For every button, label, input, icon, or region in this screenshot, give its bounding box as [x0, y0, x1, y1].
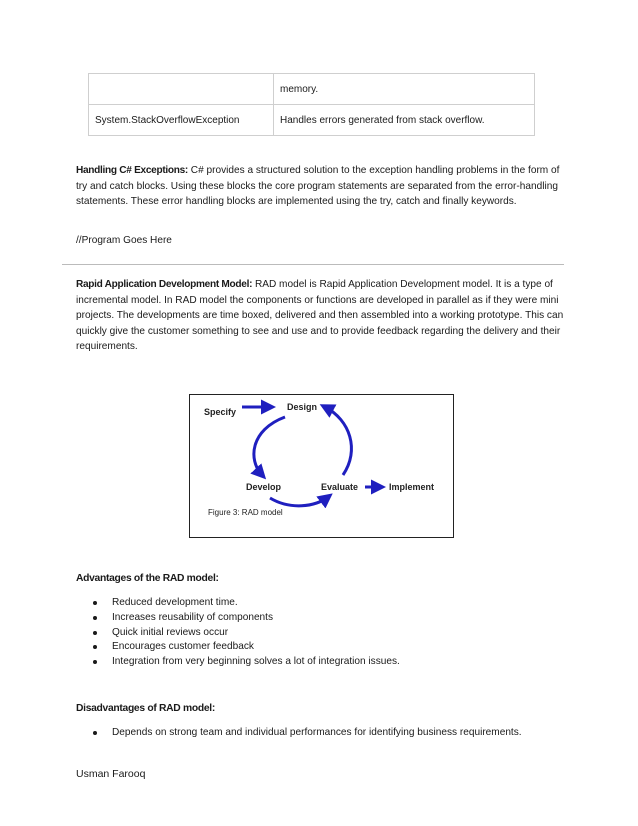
- rad-text: RAD model is Rapid Application Development model. It is a type of incremental model. In RAD model the components or functions are developed in parallel as if they were mini projects. The developments are time boxed, delivered and then assembled into a working prototype. This can quickly give the customer something to see and use and to provide feedback regarding the delivery and their requirements.: [76, 279, 564, 353]
- bullet-icon: [93, 660, 97, 664]
- table-cell-description: Handles errors generated from stack overflow.: [274, 105, 535, 136]
- list-item: [76, 655, 400, 670]
- table-cell-exception: [89, 74, 274, 105]
- advantages-heading: Advantages of the RAD model:: [76, 573, 219, 584]
- program-placeholder: //Program Goes Here: [76, 235, 172, 246]
- figure-caption: Figure 3: RAD model: [208, 508, 283, 517]
- rad-heading: Rapid Application Development Model:: [76, 279, 253, 290]
- list-item-text: Reduced development time.: [112, 597, 238, 608]
- design-label: Design: [287, 402, 318, 412]
- evaluate-label: Evaluate: [321, 482, 359, 492]
- specify-label: Specify: [204, 407, 237, 417]
- design-to-develop-arrow: [254, 417, 285, 475]
- list-item-text: Increases reusability of components: [112, 611, 274, 623]
- table-cell-exception: System.StackOverflowException: [89, 105, 274, 136]
- list-item-text: Quick initial reviews occur: [112, 626, 229, 638]
- handling-paragraph: [76, 163, 564, 210]
- table-row: [89, 74, 535, 105]
- list-item: [76, 596, 400, 611]
- develop-to-evaluate-arrow: [270, 497, 328, 506]
- disadvantages-heading: Disadvantages of RAD model:: [76, 703, 215, 714]
- list-item-text: Encourages customer feedback: [112, 641, 254, 653]
- list-item: [76, 626, 400, 641]
- handling-heading: Handling C# Exceptions:: [76, 165, 188, 176]
- list-item-text: Depends on strong team and individual performances for identifying business requirements.: [112, 727, 522, 738]
- rad-paragraph: [76, 277, 564, 355]
- handling-text: C# provides a structured solution to the exception handling problems in the form of try and catch blocks. Using these blocks the core program statements are separated from the error-handling statements. These error handling blocks are implemented using the try, catch and finally keywords.: [76, 165, 560, 208]
- implement-label: Implement: [389, 482, 435, 492]
- list-item: [76, 611, 400, 626]
- bullet-icon: [93, 616, 97, 620]
- exception-table: [88, 73, 535, 136]
- horizontal-divider: [62, 264, 564, 265]
- develop-label: Develop: [246, 482, 282, 492]
- advantages-list: [76, 596, 400, 670]
- list-item-text: Integration from very beginning solves a lot of integration issues.: [112, 656, 400, 668]
- list-item: [76, 640, 400, 655]
- footer-author: Usman Farooq: [76, 768, 146, 780]
- disadvantages-list: [76, 726, 522, 741]
- table-cell-description: memory.: [274, 74, 535, 105]
- rad-model-figure: [189, 394, 454, 538]
- bullet-icon: [93, 631, 97, 635]
- bullet-icon: [93, 731, 97, 735]
- evaluate-to-design-arrow: [325, 407, 351, 475]
- rad-diagram: [190, 395, 453, 537]
- table-row: [89, 105, 535, 136]
- list-item: [76, 726, 522, 741]
- bullet-icon: [93, 645, 97, 649]
- bullet-icon: [93, 601, 97, 605]
